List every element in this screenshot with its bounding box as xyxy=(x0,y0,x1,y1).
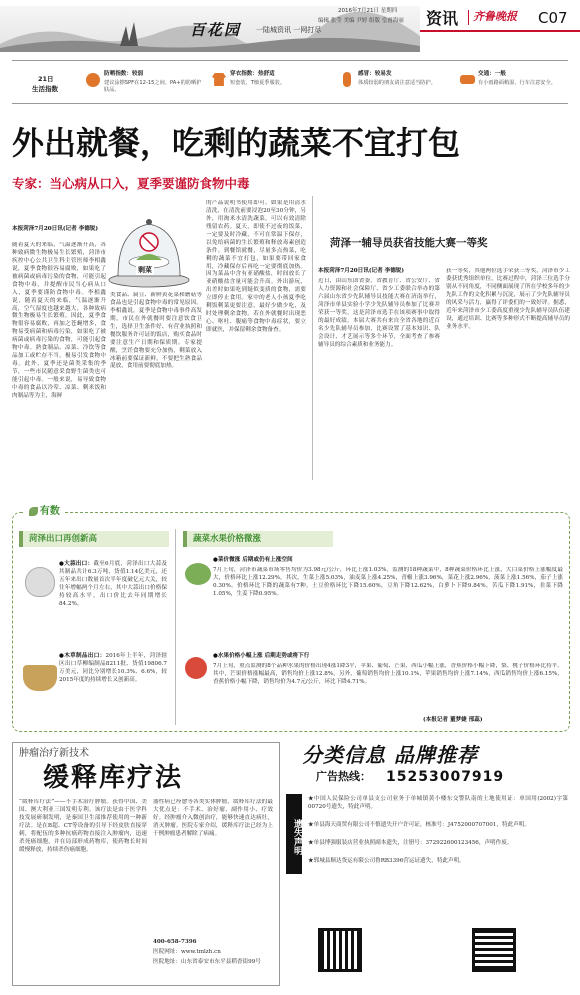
basket-icon xyxy=(23,665,57,691)
classifieds-title: 分类信息 品牌推荐 xyxy=(302,743,478,767)
ad-col-1: “缓释库疗法”——不手术治疗肿瘤。获得中国、美国、澳大利亚三国发明专利。该疗法是由于医学科技发展研制发明，是秦国卫生部推荐使用的一种新疗法。是在B超、CT等设备的引导下经皮肤直接穿刺，将配伍的多种抗癌药物直接注入肿瘤内，迅速杀死癌细胞，并在局部形成药物库，使药物长时间缓慢释放，持续杀伤癌细胞。 xyxy=(19,799,147,853)
ad-tel: 400-658-7396 xyxy=(153,939,197,945)
right-section-2-text: 7月上旬，重点监测的8个品种水果的价格出现4涨1降3平，苹果、葡萄、芒果、西瓜小幅上涨，香蕉价格小幅下降，梨、桃子价格环比持平。其中，芒果价格涨幅最高，销售均价上涨12.8%，另外，葡萄销售均价上涨10.1%，苹果销售均价上涨7.14%，西瓜销售均价上涨6.15%，香蕉价格小幅下降，销售均价为4.7元/公斤，环比下降4.71%。 xyxy=(213,663,563,685)
ad-kicker: 肿瘤治疗新技术 xyxy=(19,748,89,759)
reporter-line: (本报记者 董梦婕 邢蕊) xyxy=(423,717,483,723)
side-col-2: 获一等奖，其他两位选手荣获三等奖，菏泽市少工委获优秀组织单位。比赛过程中，菏泽三位选手分别从不同角度，不同侧面展现了所在学校多年的少先队工作的文化积累与沉淀，展示了少先队辅导员的风采与活力，赢得了评委们的一致好评。据悉，近年来菏泽市少工委高度重视少先队辅导员队伍建设，通过培训、比赛等多种形式不断提高辅导员的业务水平。 xyxy=(446,268,570,330)
left-brief-title xyxy=(19,531,169,547)
briefs-divider xyxy=(175,529,176,725)
page-number: C07 xyxy=(538,9,568,27)
traffic-index-name: 交通：一般 xyxy=(478,71,506,77)
hotline-number: 15253007919 xyxy=(386,769,505,785)
ad-address: 医院地址：山东省泰安市东平县稻香街99号 xyxy=(153,959,261,965)
qr-code-2[interactable] xyxy=(472,928,516,972)
left-item-1-head: ●大蒜出口： xyxy=(59,561,94,567)
right-section-2-head: ●水果价格小幅上涨 后期走势或将下行 xyxy=(213,653,310,659)
main-byline: 本报菏泽7月20日讯(记者 李德锐) xyxy=(12,226,99,232)
thermometer-icon xyxy=(343,72,351,87)
shirt-icon xyxy=(212,73,226,86)
side-col-1: 近日，由山东团省委、省教育厅、省公安厅、省人力资源和社会保障厅、省少工委联合举办的第六届山东省少先队辅导员技能大赛在济南举行，菏泽市单县实验小学少先队辅导员参加了比赛并荣获一等奖，这是菏泽市选手在该项赛事中取得的最好成绩。本届大赛共有来自全省各地的近百名少先队辅导员参加，比赛设置了基本知识、队会设计、才艺展示等多个环节，全面考查了参赛辅导员的综合素质和业务能力。 xyxy=(318,278,440,348)
briefs-tag xyxy=(25,505,64,519)
left-item-1 xyxy=(59,561,167,609)
notice-label: 遗失声明 xyxy=(286,794,302,874)
leaf-icon xyxy=(29,507,38,516)
right-section-1-text: 7月上旬，菏泽市蔬菜市场零售均价为3.98元/公斤，环比上涨1.03%，监测的18种蔬菜中，8种蔬菜价格环比上涨，大白菜价格上涨幅度最大，价格环比上涨12.29%，其次，生菜上涨5.03%，油麦菜上涨4.25%，青椒上涨3.96%，菜花上涨2.96%，菠菜上涨1.56%，茄子上涨0.30%。价格环比下降的蔬菜有7种，土豆价格环比下降15.60%，豆角下降12.62%，白萝卜下降9.84%，苦瓜下降1.91%，韭菜下降1.05%，生姜下降0.95%。 xyxy=(213,567,563,597)
hotline-label: 广告热线： xyxy=(316,770,371,783)
car-icon xyxy=(460,75,475,84)
qr-code-1[interactable] xyxy=(318,928,362,972)
traffic-index-text: 有小雨路面稍湿，行车注意安全。 xyxy=(478,80,556,86)
notice-4: ★郓城县顺达货运有限公司鲁RB3396营运证遗失，特此声明。 xyxy=(308,858,465,864)
main-subhead: 专家：当心病从口入，夏季要谨防食物中毒 xyxy=(12,176,250,191)
date-line: 2016年7月21日 星期四 xyxy=(338,8,398,14)
classifieds xyxy=(286,742,570,986)
ad-hospital: 医院网址：www.tmlzh.cn xyxy=(153,949,221,955)
life-index-date: 21日 xyxy=(38,75,54,83)
paper-logo: 齐鲁晚报 xyxy=(468,10,517,25)
cold-index-name: 感冒：较易发 xyxy=(358,71,392,77)
masthead xyxy=(0,0,580,58)
left-item-2-head: ●木草制品出口： xyxy=(59,653,106,659)
main-col-3: 的产品说明书使用即可。如果是用清水清洗，在清洗前要浸泡20至30分钟，另外，用淘米水清洗蔬菜，可以有效清除残留农药。夏天，即使不过夜的饭菜，一定要及时冷藏，不可在常温下保存，以免给病菌的生长繁殖和释放毒素创造条件。到餐馆就餐，尽量多点热菜，吃剩的蔬菜不宜打包，如果要带回家食用，冷藏保存后再吃一定要彻底加热。因为菜品中含有亚硝酸盐，时间放长了亚硝酸盐含量可能会升高。外出游玩、出差时如果吃到疑似变质的食物，需要立即停止食用。家中的老人小孩夏季吃剩饭剩菜更要注意，最好少做少吃，及时处理剩余食物。若在外就餐时出现恶心、呕吐、腹痛等食物中毒症状，要立即就医，并保留剩余食物备查。 xyxy=(206,200,306,333)
notice-1: ★中国人民保险公司单县支公司业务于单城镇黄小楼东交警队南的土地使用证：单国用(2002)字第00720号遗失，特此声明。 xyxy=(308,796,568,810)
side-byline: 本报菏泽7月20日讯(记者 李德锐) xyxy=(318,268,405,274)
vertical-divider xyxy=(312,196,313,480)
briefs-box xyxy=(12,506,570,732)
dome-plate-icon xyxy=(104,200,194,290)
main-col-2: 类食品、扁豆、新鲜黄花菜和蘑菇等食品也是引起食物中毒的常见原因。李相鑫说，夏季是食物中毒事件高发期，市民在外就餐时要注意饮食卫生，选择卫生条件好、有营业执照和餐饮服务许可证的饭店，购买食品时要注意生产日期和保质期。专家提醒，烹饪食物要充分加热，剩菜放入冰箱前要保证新鲜，不要把生熟食品混放，食用前要彻底加热。 xyxy=(110,292,202,370)
sun-icon xyxy=(86,73,100,87)
illustration-caption: 剩菜 xyxy=(138,266,152,274)
column-title: 百花园 xyxy=(190,21,242,39)
life-index xyxy=(12,60,568,104)
clothing-index-name: 穿衣指数：热舒适 xyxy=(230,71,275,77)
sun-index-text: 建议涂擦SPF在12-15之间、PA+的防晒护肤品。 xyxy=(104,80,202,94)
main-col-1: 随着夏天的来临，气温逐渐升高，各种致病微生物极易生长繁殖，菏泽市疾控中心公共卫生科主管医师李相鑫说，夏季食物很容易腐败，如果吃了被病菌或病毒污染的食物，可能引起食物中毒，并提醒市民当心病从口入，夏季要谨防食物中毒。李相鑫说，随着夏天的来临，气温逐渐升高，空气湿度也越来越大，各种致病微生物极易生长繁殖。因此，夏季食物很容易腐败，再加之苍蝇增多，食物易受病菌和病毒污染，如果吃了被病菌或病毒污染的食物，可能引起食物中毒。熟食制品、凉菜、冷饮等食品加工或贮存不当，极易引发食物中毒。此外，夏季还是菌类采集的季节，一些市民随意采食野生菌类也可能引起中毒。一般来说，易导致食物中毒的食品以冷荤、凉菜、剩米饭和肉制品等为主，海鲜 xyxy=(12,242,106,399)
clothing-index-text: 短套装、T恤夏季服装。 xyxy=(230,80,286,86)
staff-line: 编辑 张莹 美编 尹婷 组版 皇甫海丽 xyxy=(318,18,404,24)
medical-ad xyxy=(12,742,280,986)
left-brief-title-text: 菏泽出口再创新高 xyxy=(29,534,98,544)
column-slogan: 一陆城资讯 一网打尽 xyxy=(256,26,322,34)
left-item-1-text: 截至6月底，菏泽出口大蒜及其制品共计6.3万吨、货值1.14亿美元，还五年来出口数量首次半年度破亿元大关，较往年增幅两个月左右，其中大蒜出口价格保持较高水平，出口价比去年同期增长84.2%。 xyxy=(59,561,167,607)
life-index-label: 生活指数 xyxy=(32,85,58,93)
left-item-2-text: 2016年上半年，菏泽辖区出口草柳编制品8211批、货值19806.7万美元，同比分别增长10.3%、6.6%，较2015年度的持续增长又创新高。 xyxy=(59,653,167,683)
vegetable-icon xyxy=(185,563,211,585)
left-item-2 xyxy=(59,653,167,685)
cold-index-text: 体质较弱的朋友请注意适当防护。 xyxy=(358,80,436,86)
ad-title: 缓释库疗法 xyxy=(43,763,184,793)
section-name: 资讯 xyxy=(426,9,459,28)
notice-2: ★单县海天商贸有限公司不慎遗失开户许可证，核准号：J4752000707001，特此声明。 xyxy=(308,822,530,828)
fruit-icon xyxy=(185,657,207,679)
briefs-tag-label: 有数 xyxy=(39,506,60,517)
side-headline: 菏泽一辅导员获省技能大赛一等奖 xyxy=(330,237,488,249)
right-section-1-head: ●菜价微涨 后期或仍有上涨空间 xyxy=(213,557,293,563)
ad-col-2: 器性病已痊愈等各类实体肿瘤，缓释库疗法的最大优点是：不手术、治好瘤、副作用小、疗效好。经肿瘤介入微创治疗，能够快速直达病灶，消灭肿瘤。医院专家介绍，缓释库疗法已经为上千例肿瘤患者解除了病痛。 xyxy=(153,799,273,837)
illustration xyxy=(104,200,194,290)
right-brief-title xyxy=(183,531,333,547)
garlic-icon xyxy=(25,567,55,597)
main-headline: 外出就餐，吃剩的蔬菜不宜打包 xyxy=(12,124,461,162)
masthead-rule xyxy=(420,30,580,32)
notice-3: ★单县博强服装店营业执照副本遗失，注册号：372922600123456，声明作废。 xyxy=(308,840,513,846)
right-brief-title-text: 蔬菜水果价格微涨 xyxy=(193,534,262,544)
sun-index-name: 防晒指数：较弱 xyxy=(104,71,144,77)
